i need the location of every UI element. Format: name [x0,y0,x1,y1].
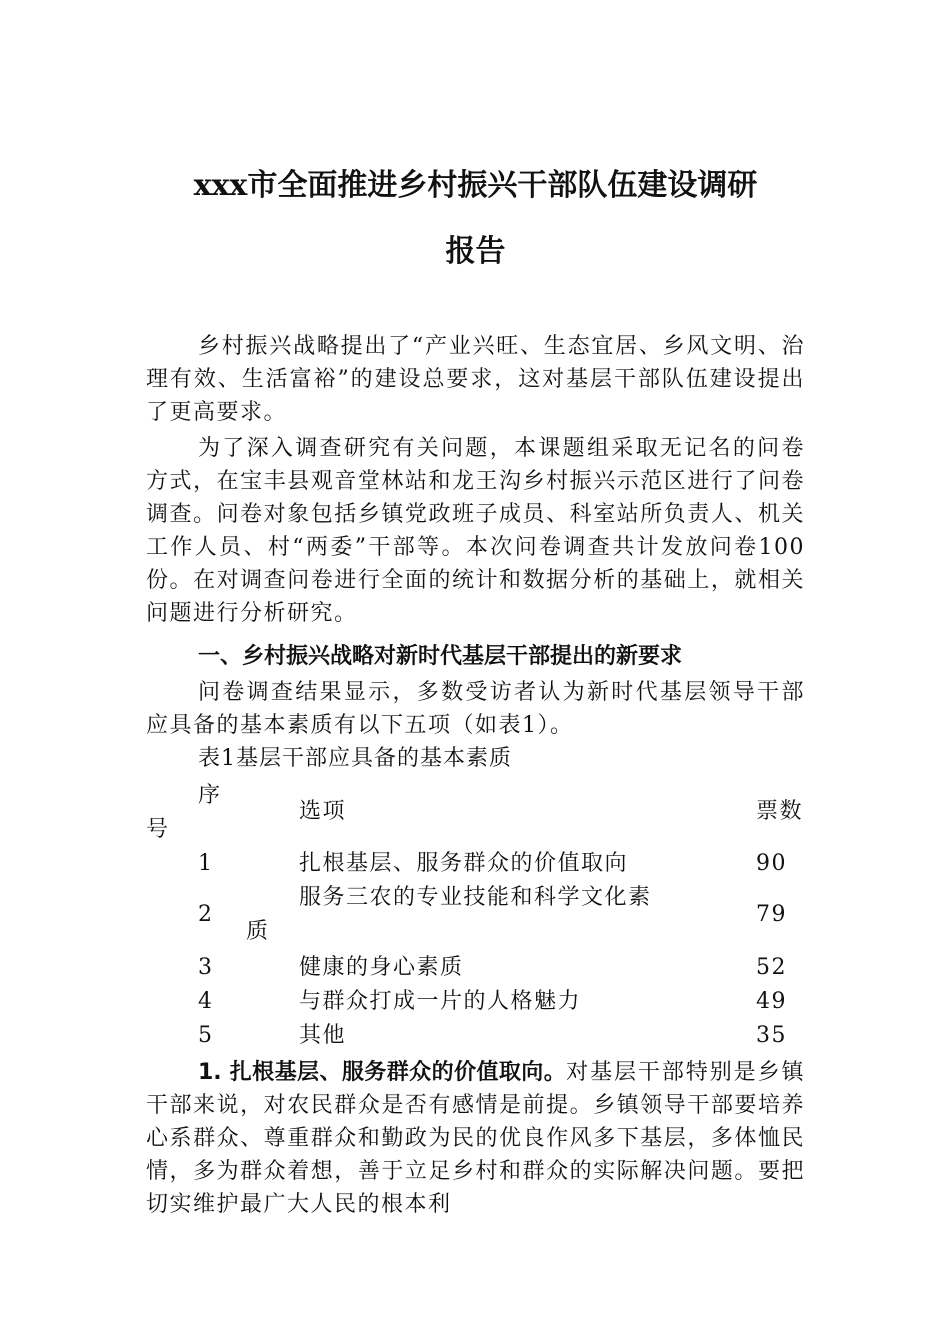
table-cell-votes: 79 [756,902,787,927]
table-header-no-part2: 号 [146,817,170,842]
table-cell-option-part1: 服务三农的专业技能和科学文化素 [299,885,652,910]
document-title-line-1: xxx市全面推进乡村振兴干部队伍建设调研 [193,168,758,203]
table-cell-no: 4 [198,989,214,1014]
table-cell-no: 1 [198,851,214,876]
paragraph-value-orientation [146,1056,805,1221]
paragraph-lead-heading: 1. 扎根基层、服务群众的价值取向。 [198,1060,567,1085]
table-cell-option: 扎根基层、服务群众的价值取向 [299,851,629,876]
table-cell-votes: 90 [756,851,787,876]
table-cell-option: 健康的身心素质 [299,955,464,980]
table-cell-option: 与群众打成一片的人格魅力 [299,989,582,1014]
section-heading-1: 一、乡村振兴战略对新时代基层干部提出的新要求 [198,644,683,669]
table-cell-option-part2: 质 [246,919,270,944]
paragraph-method: 为了深入调查研究有关问题，本课题组采取无记名的问卷方式，在宝丰县观音堂林站和龙王沟乡村振兴示范区进行了问卷调查。问卷对象包括乡镇党政班子成员、科室站所负责人、机关工作人员、村“两委”干部等。本次问卷调查共计发放问卷100份。在对调查问卷进行全面的统计和数据分析的基础上，就相关问题进行分析研究。 [146,436,805,626]
paragraph-survey-result: 问卷调查结果显示，多数受访者认为新时代基层领导干部应具备的基本素质有以下五项（如表1）。 [146,680,805,738]
document-title-line-2: 报告 [445,234,506,269]
table-header-votes: 票数 [756,799,804,824]
table-cell-votes: 49 [756,989,787,1014]
table-header-no-part1: 序 [198,783,222,808]
table-cell-no: 2 [198,902,214,927]
table-cell-no: 5 [198,1023,214,1048]
table-cell-no: 3 [198,955,214,980]
table-header-option: 选项 [299,799,347,824]
table-cell-option: 其他 [299,1023,347,1048]
table-caption: 表1基层干部应具备的基本素质 [198,746,512,771]
table-cell-votes: 35 [756,1023,787,1048]
paragraph-intro: 乡村振兴战略提出了“产业兴旺、生态宜居、乡风文明、治理有效、生活富裕”的建设总要求，这对基层干部队伍建设提出了更高要求。 [146,334,805,425]
paragraph-body: 对基层干部特别是乡镇干部来说，对农民群众是否有感情是前提。乡镇领导干部要培养心系群众、尊重群众和勤政为民的优良作风多下基层，多体恤民情，多为群众着想，善于立足乡村和群众的实际解决问题。要把切实维护最广大人民的根本利 [146,1060,805,1217]
table-cell-votes: 52 [756,955,787,980]
